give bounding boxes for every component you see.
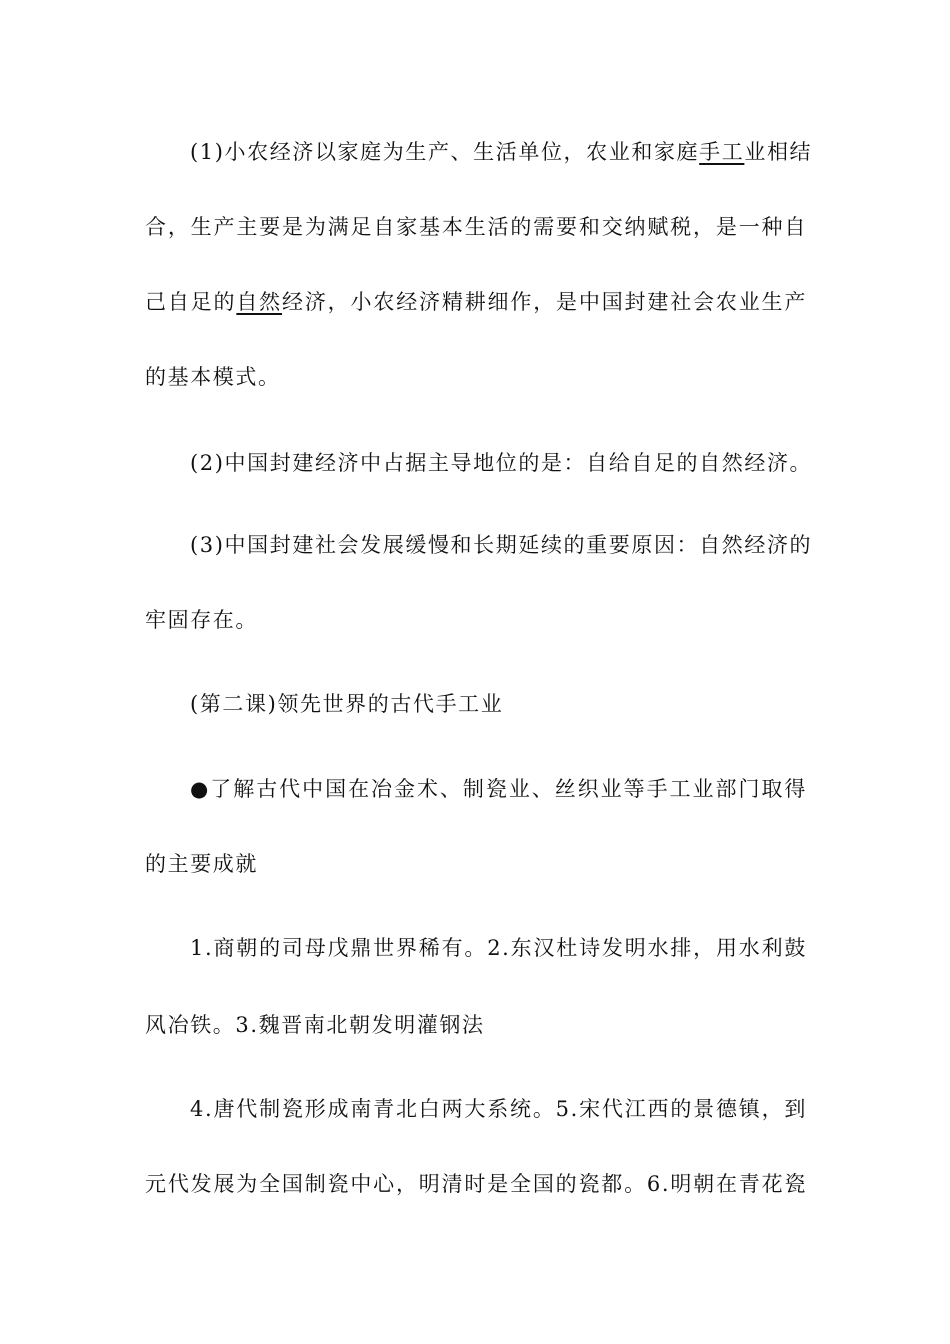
underlined-term: 手工: [699, 140, 745, 164]
paragraph-6-line-2: 风冶铁。3.魏晋南北朝发明灌钢法: [145, 1013, 485, 1037]
paragraph-5-line-2: 的主要成就: [145, 852, 258, 876]
paragraph-1-line-4: 的基本模式。: [145, 365, 281, 389]
section-heading: (第二课)领先世界的古代手工业: [190, 692, 504, 716]
text-segment: 经济，小农经济精耕细作，是中国封建社会农业生产: [282, 290, 807, 314]
paragraph-2-line-1: (2)中国封建经济中占据主导地位的是：自给自足的自然经济。: [190, 451, 813, 475]
text-segment: 己自足的: [145, 290, 237, 314]
paragraph-3-line-1: (3)中国封建社会发展缓慢和长期延续的重要原因：自然经济的: [190, 533, 813, 557]
paragraph-7-line-1: 4.唐代制瓷形成南青北白两大系统。5.宋代江西的景德镇，到: [190, 1097, 807, 1121]
text-segment: (1)小农经济以家庭为生产、生活单位，农业和家庭: [190, 140, 700, 164]
paragraph-6-line-1: 1.商朝的司母戊鼎世界稀有。2.东汉杜诗发明水排，用水利鼓: [190, 936, 807, 960]
paragraph-3-line-2: 牢固存在。: [145, 608, 258, 632]
text-segment: 业相结: [744, 140, 813, 164]
paragraph-1-line-1: [190, 137, 813, 167]
paragraph-7-line-2: 元代发展为全国制瓷中心，明清时是全国的瓷都。6.明朝在青花瓷: [145, 1172, 807, 1196]
paragraph-1-line-2: 合，生产主要是为满足自家基本生活的需要和交纳赋税，是一种自: [145, 215, 807, 239]
paragraph-5-line-1: ●了解古代中国在冶金术、制瓷业、丝织业等手工业部门取得: [190, 777, 807, 801]
underlined-term: 自然: [236, 290, 283, 314]
paragraph-1-line-3: [145, 287, 807, 317]
